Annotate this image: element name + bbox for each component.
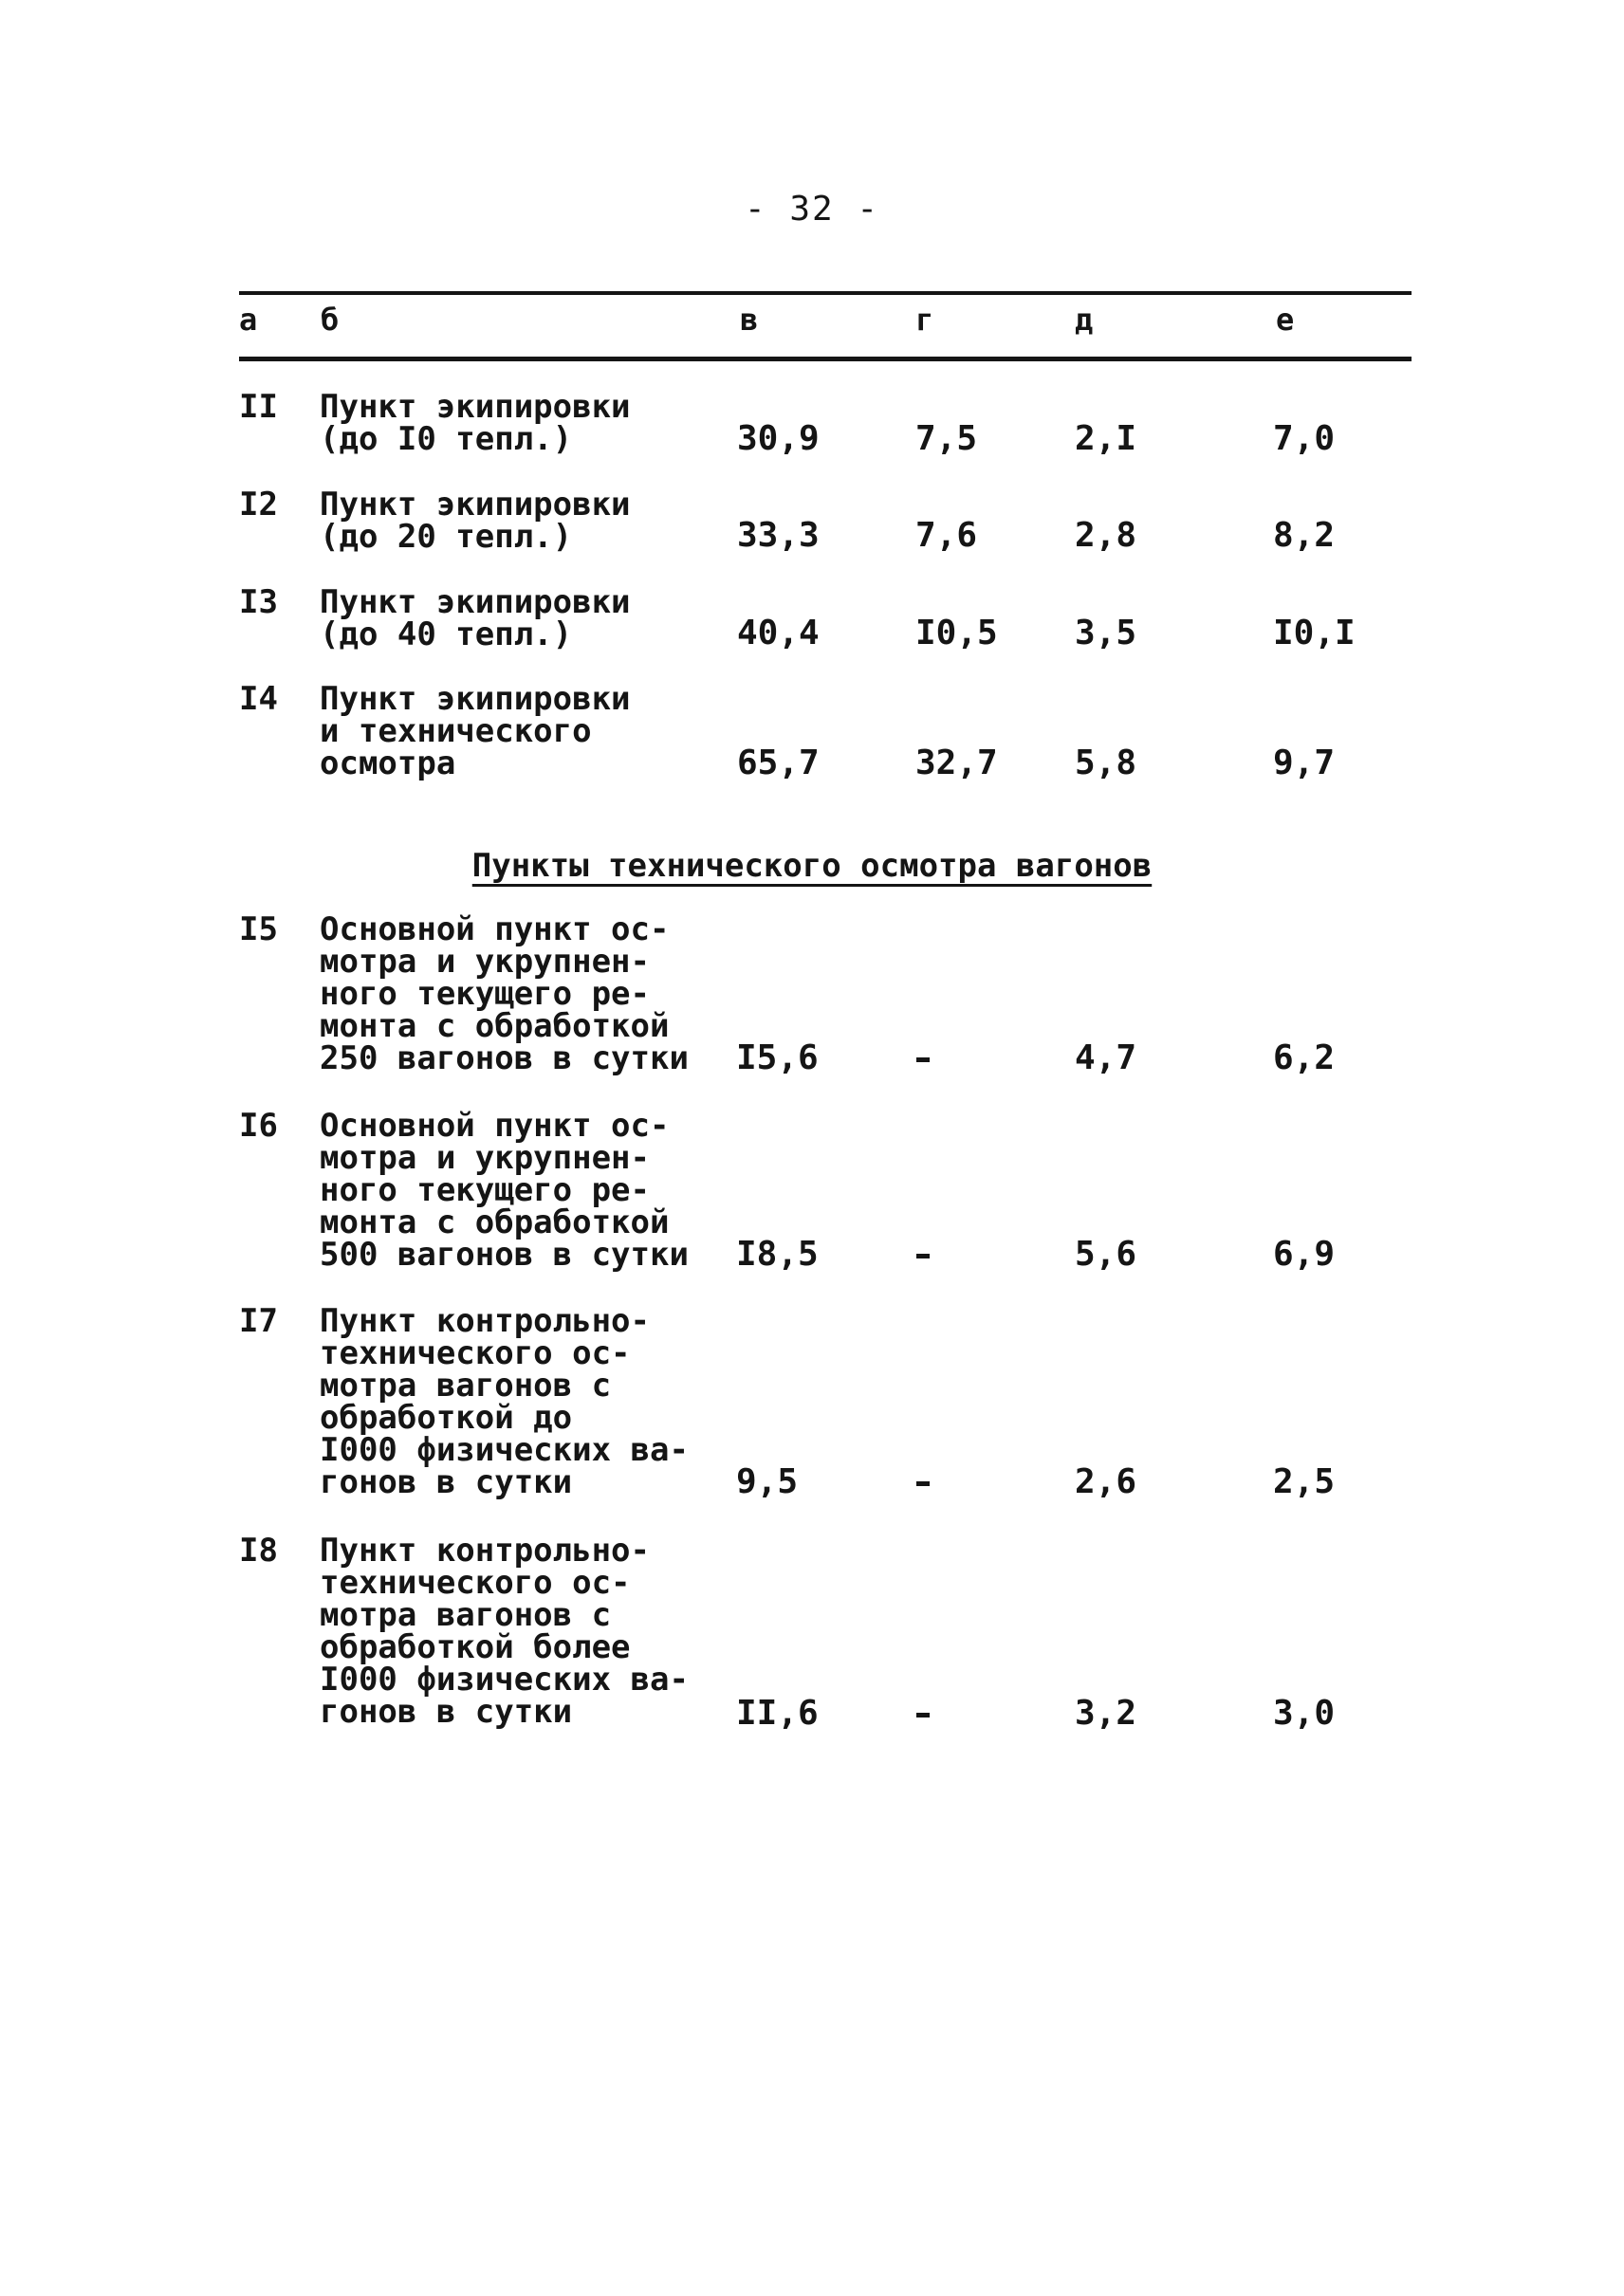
row-value-g <box>916 1481 930 1486</box>
row-value-e: 2,5 <box>1273 1462 1336 1501</box>
header-col-e: е <box>1276 302 1295 338</box>
row-value-d: 3,2 <box>1075 1694 1137 1733</box>
row-value-v: II,6 <box>736 1694 819 1733</box>
row-value-v: I5,6 <box>736 1038 819 1077</box>
header-col-d: д <box>1075 302 1094 338</box>
row-description: Основной пункт ос- мотра и укрупнен- ного текущего ре- монта с обработкой 250 вагонов в сутки <box>320 910 689 1077</box>
row-value-d: 5,8 <box>1075 744 1137 782</box>
row-value-d: 2,8 <box>1075 516 1137 555</box>
row-number: I4 <box>239 680 278 718</box>
row-value-d: 2,I <box>1075 419 1137 458</box>
row-value-e: 8,2 <box>1273 516 1336 555</box>
row-value-d: 5,6 <box>1075 1235 1137 1274</box>
row-number: I7 <box>239 1302 278 1340</box>
row-description: Пункт экипировки и технического осмотра <box>320 680 631 782</box>
row-value-g <box>916 1254 930 1258</box>
row-description: Пункт контрольно- технического ос- мотра вагонов с обработкой до I000 физических ва- гонов в сутки <box>320 1302 689 1501</box>
row-value-e: 6,9 <box>1273 1235 1336 1274</box>
header-col-b: б <box>321 302 340 338</box>
row-number: I2 <box>239 486 278 523</box>
row-value-g: 32,7 <box>915 744 998 782</box>
row-value-v: 9,5 <box>736 1462 799 1501</box>
row-description: Пункт контрольно- технического ос- мотра вагонов с обработкой более I000 физических ва- гонов в сутки <box>320 1532 689 1731</box>
row-value-v: 33,3 <box>737 516 820 555</box>
row-value-g: 7,5 <box>915 419 978 458</box>
table-header-rule <box>239 357 1412 361</box>
row-value-e: 3,0 <box>1273 1694 1336 1733</box>
row-value-g: 7,6 <box>915 516 978 555</box>
row-number: I5 <box>239 910 278 948</box>
row-value-e: 9,7 <box>1273 744 1336 782</box>
header-col-g: г <box>915 302 934 338</box>
table-top-rule <box>239 291 1412 295</box>
row-description: Пункт экипировки (до 20 тепл.) <box>320 486 631 556</box>
row-value-v: 30,9 <box>737 419 820 458</box>
row-value-e: 6,2 <box>1273 1038 1336 1077</box>
row-value-e: I0,I <box>1273 614 1356 652</box>
row-description: Основной пункт ос- мотра и укрупнен- ного текущего ре- монта с обработкой 500 вагонов в сутки <box>320 1107 689 1274</box>
row-value-g <box>916 1713 930 1717</box>
row-value-v: I8,5 <box>736 1235 819 1274</box>
row-value-d: 4,7 <box>1075 1038 1137 1077</box>
row-description: Пункт экипировки (до 40 тепл.) <box>320 583 631 653</box>
section-title: Пункты технического осмотра вагонов <box>471 847 1153 885</box>
row-value-d: 3,5 <box>1075 614 1137 652</box>
header-col-v: в <box>740 302 759 338</box>
row-description: Пункт экипировки (до I0 тепл.) <box>320 388 631 458</box>
row-number: I6 <box>239 1107 278 1145</box>
row-number: I8 <box>239 1532 278 1570</box>
row-value-v: 40,4 <box>737 614 820 652</box>
row-number: I3 <box>239 583 278 621</box>
header-col-a: а <box>239 302 258 338</box>
row-value-v: 65,7 <box>737 744 820 782</box>
page-number: - 32 - <box>744 190 880 229</box>
row-value-e: 7,0 <box>1273 419 1336 458</box>
row-number: II <box>239 388 278 426</box>
row-value-g <box>916 1057 930 1062</box>
row-value-d: 2,6 <box>1075 1462 1137 1501</box>
row-value-g: I0,5 <box>915 614 998 652</box>
